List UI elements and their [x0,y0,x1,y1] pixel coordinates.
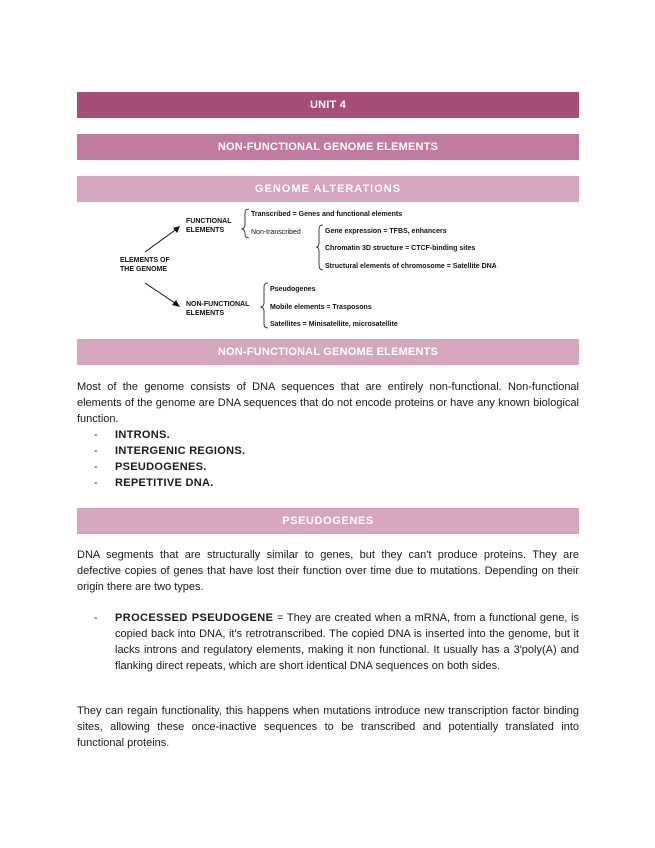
brace-nonfunctional [261,283,268,328]
intro-paragraph: Most of the genome consists of DNA sequences that are entirely non-functional. Non-functional elements of the genome are DNA sequences that do not encode proteins or have any known biological function. [77,381,579,425]
processed-pseudogene-term: PROCESSED PSEUDOGENE [115,612,274,624]
arrow-to-nonfunctional [145,283,178,305]
diagram-nf-item: Satellites = Minisatellite, microsatellite [270,321,398,328]
diagram-transcribed: Transcribed = Genes and functional elements [251,211,403,218]
list-item-label: INTRONS. [115,429,170,441]
section-header-nonfunctional: NON-FUNCTIONAL GENOME ELEMENTS [77,134,579,160]
section-header-genome-alterations: GENOME ALTERATIONS [77,176,579,202]
list-item: - REPETITIVE DNA. [94,477,214,489]
section-header-nonfunctional-2: NON-FUNCTIONAL GENOME ELEMENTS [77,339,579,365]
processed-pseudogene-item [94,610,579,674]
list-item: - PSEUDOGENES. [94,461,207,473]
list-item-label: PSEUDOGENES. [115,461,207,473]
element-list [94,427,245,491]
unit-header: UNIT 4 [77,92,579,118]
diagram-nt-item: Structural elements of chromosome = Satellite DNA [325,263,497,270]
section-header-pseudogenes: PSEUDOGENES [77,508,579,534]
diagram-non-transcribed: Non-transcribed [251,229,301,236]
processed-pseudogene-description: = They are created when a mRNA, from a functional gene, is copied back into DNA, it's retrotranscribed. The copied DNA is inserted into the genome, but it lacks introns and regulatory elements, making it non functional. It usually has a 3'poly(A) and flanking direct repeats, which are short identical DNA sequences on both sides. [115,612,579,672]
list-item-label: REPETITIVE DNA. [115,477,214,489]
bullet-dash: - [94,612,98,624]
arrow-head-nonfunctional [172,300,180,307]
brace-functional [242,209,249,238]
diagram-root-line2: THE GENOME [120,266,168,273]
pseudogenes-paragraph: DNA segments that are structurally similar to genes, but they can't produce proteins. They are defective copies of genes that have lost their function over time due to mutations. Depending on their origin there are two types. [77,549,579,593]
diagram-nonfunctional-line1: NON-FUNCTIONAL [186,301,250,308]
list-item: - INTRONS. [94,429,170,441]
brace-non-transcribed [316,225,323,270]
list-item: - INTERGENIC REGIONS. [94,445,246,457]
list-item-label: INTERGENIC REGIONS. [115,445,246,457]
diagram-root-line1: ELEMENTS OF [120,257,170,264]
arrow-head-functional [173,226,180,233]
diagram-nt-item: Gene expression = TFBS, enhancers [325,228,447,235]
diagram-functional-line1: FUNCTIONAL [186,218,232,225]
arrow-to-functional [145,228,178,252]
diagram-nf-item: Mobile elements = Trasposons [270,304,372,311]
diagram-nf-item: Pseudogenes [270,286,316,293]
processed-pseudogene-text [115,610,579,674]
diagram-functional-line2: ELEMENTS [186,227,225,234]
closing-paragraph: They can regain functionality, this happens when mutations introduce new transcription factor binding sites, allowing these once-inactive sequences to be transcribed and potentially translated into functional proteins. [77,705,579,749]
diagram-nonfunctional-line2: ELEMENTS [186,310,225,317]
diagram-nt-item: Chromatin 3D structure = CTCF-binding sites [325,245,476,252]
